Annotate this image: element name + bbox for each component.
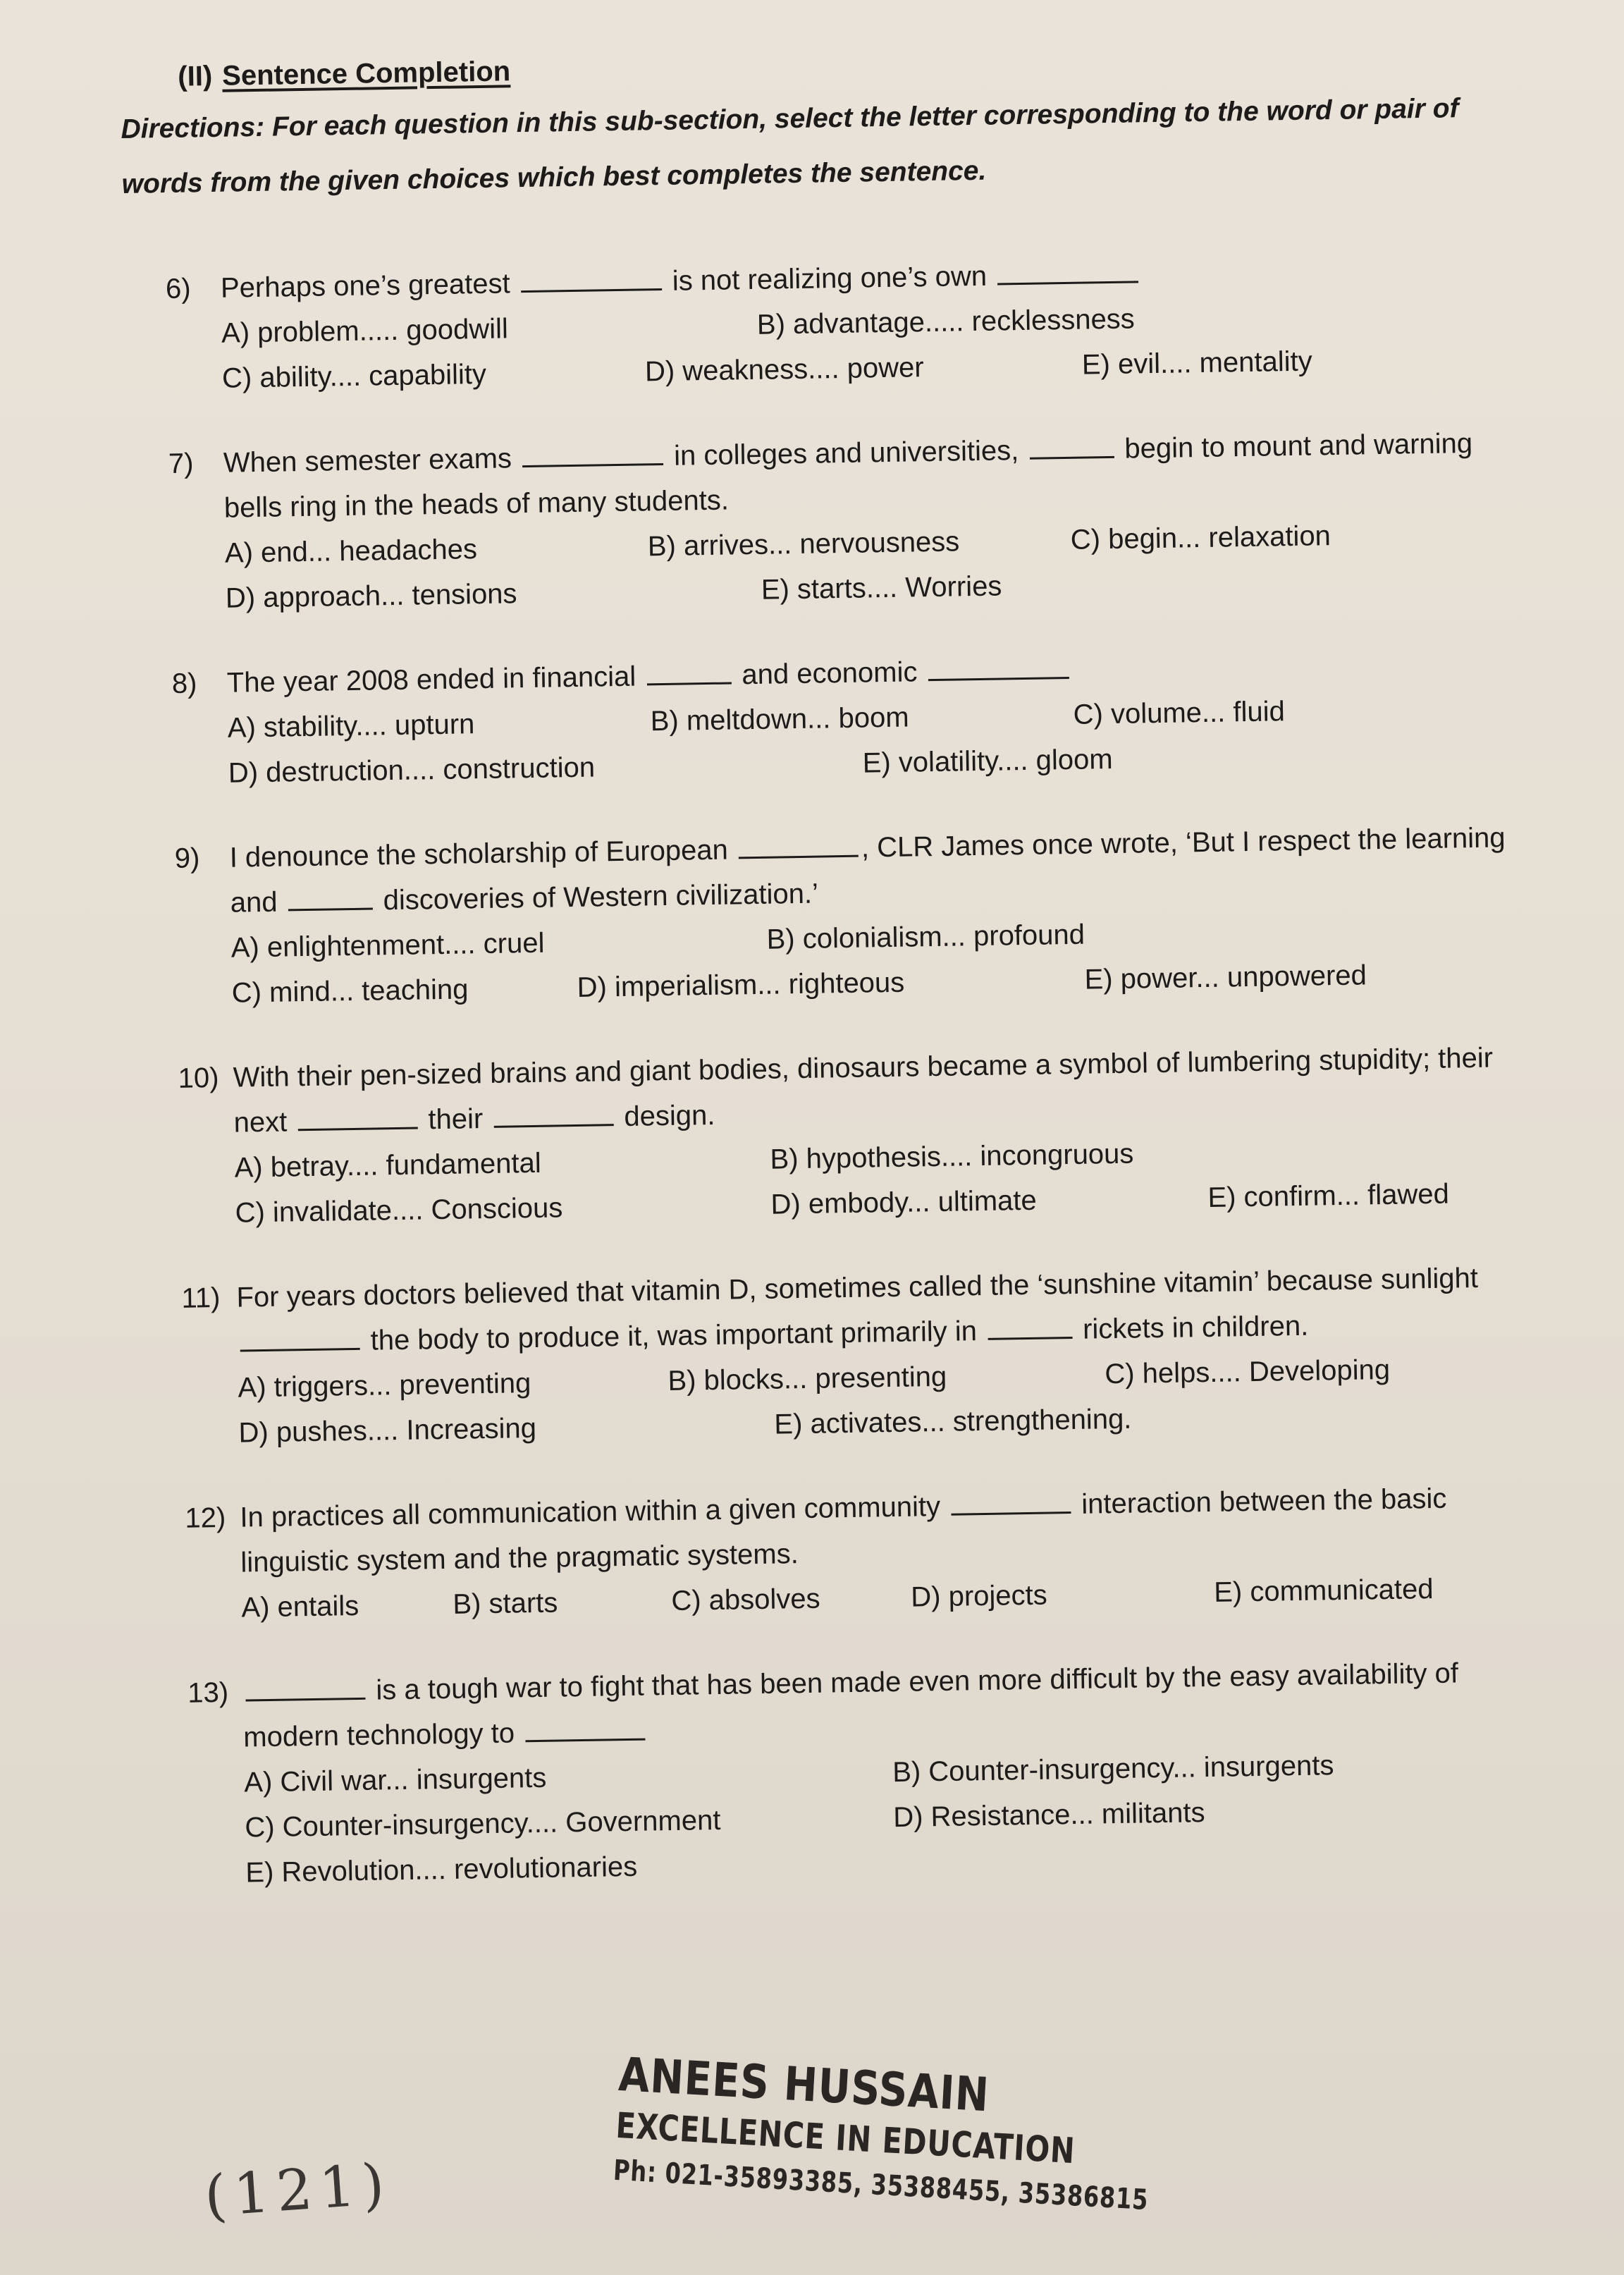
answer-option: A) triggers... preventing <box>238 1367 531 1404</box>
question-text-segment: Perhaps one’s greatest <box>220 268 519 304</box>
answer-option: C) volume... fluid <box>1073 695 1286 730</box>
answer-option: D) embody... ultimate <box>770 1184 1038 1220</box>
question-text-segment: When semester exams <box>223 443 520 479</box>
answer-blank <box>988 1313 1073 1340</box>
question-number: 10) <box>178 1062 219 1094</box>
question-number: 13) <box>187 1676 229 1709</box>
answer-option: E) evil.... mentality <box>1081 345 1312 381</box>
question-number: 6) <box>165 273 191 305</box>
question-text-segment: discoveries of Western civilization.’ <box>375 878 819 916</box>
question-text-segment: In practices all communication within a given community <box>240 1490 949 1533</box>
answer-option: B) colonialism... profound <box>766 919 1085 955</box>
worksheet-page <box>120 39 1580 1937</box>
answer-option: E) Revolution.... revolutionaries <box>245 1851 638 1889</box>
question-list <box>123 245 1580 1897</box>
answer-option: A) problem..... goodwill <box>221 312 509 349</box>
question-item <box>185 1474 1554 1631</box>
answer-option: E) communicated <box>1213 1573 1434 1608</box>
answer-option: A) stability.... upturn <box>227 708 475 744</box>
answer-option: A) Civil war... insurgents <box>244 1762 547 1798</box>
section-directions: Directions: For each question in this sub-section, select the letter corresponding to the word or pair of words from the given choices which best completes the sentence. <box>121 93 1459 200</box>
answer-option: C) helps.... Developing <box>1105 1354 1391 1390</box>
answer-option: B) starts <box>453 1587 558 1620</box>
answer-option: B) Counter-insurgency... insurgents <box>892 1749 1334 1788</box>
answer-option: B) arrives... nervousness <box>647 525 960 562</box>
answer-option: D) destruction.... construction <box>228 752 596 789</box>
answer-blank <box>951 1488 1071 1516</box>
answer-blank <box>739 831 859 859</box>
answer-option: B) meltdown... boom <box>650 701 909 737</box>
answer-blank <box>245 1674 366 1702</box>
answer-option: E) activates... strengthening. <box>774 1403 1132 1440</box>
answer-blank <box>520 264 662 293</box>
section-number: (II) <box>177 60 213 92</box>
question-text-segment: in colleges and universities, <box>665 434 1027 472</box>
answer-blank <box>297 1103 418 1132</box>
answer-option: C) mind... teaching <box>231 973 469 1009</box>
answer-option: D) projects <box>910 1579 1048 1613</box>
question-item <box>168 420 1538 622</box>
answer-option: C) invalidate.... Conscious <box>235 1191 563 1229</box>
question-text-segment: design. <box>616 1099 715 1133</box>
answer-option: B) advantage..... recklessness <box>756 302 1136 341</box>
answer-blank <box>928 653 1069 681</box>
question-text-segment: rickets in children. <box>1074 1310 1309 1345</box>
answer-blank <box>522 439 664 467</box>
answer-blank <box>997 257 1139 285</box>
institute-stamp <box>613 2047 1150 2220</box>
handwritten-page-number: (121) <box>202 2150 394 2230</box>
answer-option: D) pushes.... Increasing <box>238 1412 537 1449</box>
answer-option: B) hypothesis.... incongruous <box>770 1138 1134 1175</box>
question-item <box>171 639 1541 796</box>
question-text-segment: , CLR James once wrote, ‘But I respect the learning and <box>230 822 1506 919</box>
answer-option: C) ability.... capability <box>221 358 487 394</box>
answer-option: D) Resistance... militants <box>892 1796 1205 1833</box>
answer-option: A) entails <box>241 1590 359 1624</box>
answer-option: D) weakness.... power <box>644 351 924 387</box>
answer-option: C) Counter-insurgency.... Government <box>245 1804 721 1844</box>
answer-option: E) volatility.... gloom <box>862 743 1113 779</box>
question-item <box>166 245 1535 402</box>
question-text-segment: interaction between the basic linguistic system and the pragmatic systems. <box>240 1483 1447 1578</box>
question-number: 11) <box>181 1282 221 1314</box>
question-text-segment: and economic <box>733 656 925 691</box>
question-text-segment: With their pen-sized brains and giant bodies, dinosaurs became a symbol of lumbering stupidity; their next <box>233 1042 1494 1139</box>
question-number: 7) <box>168 448 194 479</box>
question-text-segment: their <box>419 1103 491 1136</box>
question-item <box>178 1034 1548 1236</box>
question-text-segment: is not realizing one’s own <box>664 260 995 297</box>
answer-options <box>244 1739 1558 1895</box>
question-text-segment: is a tough war to fight that has been made even more difficult by the easy availability of modern technology to <box>243 1657 1459 1753</box>
answer-option: E) starts.... Worries <box>761 570 1002 606</box>
answer-option: B) blocks... presenting <box>668 1361 947 1397</box>
answer-blank <box>493 1100 614 1128</box>
stamp-phone: Ph: 021-35893385, 35388455, 35386815 <box>613 2154 1150 2217</box>
answer-blank <box>288 884 373 912</box>
question-item <box>187 1649 1558 1896</box>
answer-blank <box>240 1324 360 1352</box>
answer-option: C) absolves <box>671 1583 820 1617</box>
section-title: Sentence Completion <box>221 56 511 92</box>
question-text-segment: The year 2008 ended in financial <box>226 661 644 699</box>
stamp-tagline: EXCELLENCE IN EDUCATION <box>615 2104 1076 2172</box>
question-item <box>174 814 1544 1016</box>
question-text-segment: the body to produce it, was important primarily in <box>362 1315 985 1356</box>
answer-blank <box>646 658 732 685</box>
answer-option: D) approach... tensions <box>225 577 517 614</box>
stamp-name: ANEES HUSSAIN <box>617 2047 991 2123</box>
answer-option: E) confirm... flawed <box>1207 1178 1450 1213</box>
answer-blank <box>1029 432 1114 460</box>
answer-option: E) power... unpowered <box>1084 959 1367 995</box>
question-number: 9) <box>174 842 200 874</box>
answer-option: C) begin... relaxation <box>1070 520 1331 556</box>
question-text-segment: begin to mount and warning bells ring in the heads of many students. <box>223 427 1473 524</box>
question-number: 12) <box>185 1502 226 1534</box>
answer-option: A) enlightenment.... cruel <box>230 927 545 964</box>
answer-option: A) end... headaches <box>224 533 478 569</box>
question-number: 8) <box>171 668 197 699</box>
question-item <box>181 1254 1551 1456</box>
question-text-segment: I denounce the scholarship of European <box>229 834 737 873</box>
answer-option: D) imperialism... righteous <box>577 967 905 1003</box>
question-text-segment: For years doctors believed that vitamin D, sometimes called the ‘sunshine vitamin’ because sunlight <box>236 1262 1479 1313</box>
answer-blank <box>525 1715 646 1743</box>
answer-option: A) betray.... fundamental <box>234 1147 541 1184</box>
